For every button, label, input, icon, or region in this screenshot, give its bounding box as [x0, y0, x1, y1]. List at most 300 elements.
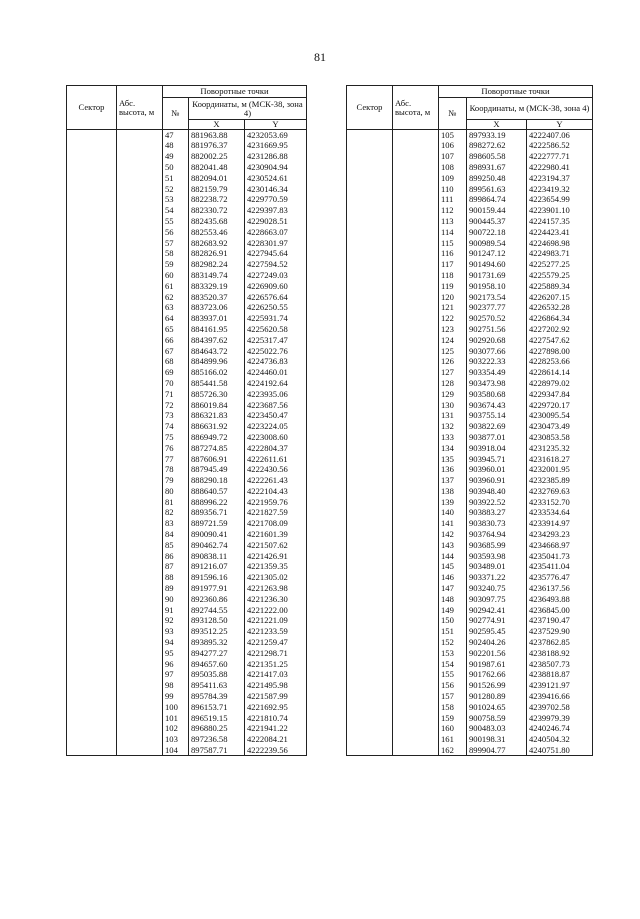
x-coordinate-cell: 887606.91: [189, 453, 245, 464]
x-coordinate-cell: 882330.72: [189, 205, 245, 216]
y-coordinate-cell: 4232001.95: [527, 464, 593, 475]
point-number-cell: 109: [439, 173, 467, 184]
y-coordinate-cell: 4227202.92: [527, 324, 593, 335]
point-number-cell: 60: [163, 270, 189, 281]
x-coordinate-cell: 902377.77: [467, 302, 527, 313]
y-coordinate-cell: 4231618.27: [527, 453, 593, 464]
y-coordinate-cell: 4224192.64: [245, 378, 307, 389]
point-number-cell: 147: [439, 583, 467, 594]
x-coordinate-cell: 902920.68: [467, 335, 527, 346]
x-coordinate-cell: 902751.56: [467, 324, 527, 335]
point-number-cell: 112: [439, 205, 467, 216]
point-number-cell: 129: [439, 389, 467, 400]
x-coordinate-cell: 903918.04: [467, 443, 527, 454]
y-coordinate-cell: 4229770.59: [245, 194, 307, 205]
point-number-cell: 118: [439, 270, 467, 281]
point-number-cell: 87: [163, 561, 189, 572]
y-coordinate-cell: 4238818.87: [527, 669, 593, 680]
x-coordinate-cell: 902201.56: [467, 648, 527, 659]
y-coordinate-cell: 4222239.56: [245, 745, 307, 756]
y-coordinate-cell: 4224736.83: [245, 356, 307, 367]
point-number-cell: 105: [439, 130, 467, 141]
x-coordinate-cell: 903830.73: [467, 518, 527, 529]
coordinates-table-right: [346, 85, 593, 756]
point-number-cell: 78: [163, 464, 189, 475]
x-coordinate-cell: 902774.91: [467, 615, 527, 626]
point-number-cell: 140: [439, 507, 467, 518]
point-number-cell: 146: [439, 572, 467, 583]
x-coordinate-cell: 901024.65: [467, 702, 527, 713]
x-coordinate-cell: 882041.48: [189, 162, 245, 173]
x-coordinate-cell: 886019.84: [189, 399, 245, 410]
point-number-cell: 161: [439, 734, 467, 745]
point-number-cell: 153: [439, 648, 467, 659]
point-number-cell: 132: [439, 421, 467, 432]
y-coordinate-cell: 4228979.02: [527, 378, 593, 389]
y-coordinate-cell: 4221417.03: [245, 669, 307, 680]
x-coordinate-cell: 888640.57: [189, 486, 245, 497]
point-number-cell: 101: [163, 713, 189, 724]
point-number-cell: 144: [439, 551, 467, 562]
y-coordinate-cell: 4225022.76: [245, 345, 307, 356]
x-coordinate-cell: 896153.71: [189, 702, 245, 713]
y-coordinate-cell: 4233914.97: [527, 518, 593, 529]
x-coordinate-cell: 900159.44: [467, 205, 527, 216]
point-number-cell: 149: [439, 605, 467, 616]
x-coordinate-cell: 882683.92: [189, 237, 245, 248]
point-number-cell: 116: [439, 248, 467, 259]
point-number-cell: 91: [163, 605, 189, 616]
point-number-cell: 130: [439, 399, 467, 410]
y-coordinate-cell: 4224460.01: [245, 367, 307, 378]
point-number-cell: 123: [439, 324, 467, 335]
point-number-cell: 79: [163, 475, 189, 486]
point-number-cell: 125: [439, 345, 467, 356]
point-number-cell: 69: [163, 367, 189, 378]
point-number-cell: 157: [439, 691, 467, 702]
point-number-cell: 136: [439, 464, 467, 475]
point-number-cell: 111: [439, 194, 467, 205]
x-coordinate-cell: 890090.41: [189, 529, 245, 540]
point-number-cell: 108: [439, 162, 467, 173]
x-coordinate-cell: 900722.18: [467, 227, 527, 238]
table-row: [347, 130, 593, 141]
point-number-cell: 81: [163, 497, 189, 508]
y-coordinate-cell: 4226576.64: [245, 291, 307, 302]
x-coordinate-cell: 893512.25: [189, 626, 245, 637]
point-number-cell: 121: [439, 302, 467, 313]
y-coordinate-cell: 4230146.34: [245, 183, 307, 194]
y-coordinate-cell: 4230904.94: [245, 162, 307, 173]
header-y: Y: [527, 120, 593, 130]
y-coordinate-cell: 4225889.34: [527, 281, 593, 292]
point-number-cell: 104: [163, 745, 189, 756]
y-coordinate-cell: 4230473.49: [527, 421, 593, 432]
y-coordinate-cell: 4221351.25: [245, 659, 307, 670]
x-coordinate-cell: 896519.15: [189, 713, 245, 724]
x-coordinate-cell: 898272.62: [467, 140, 527, 151]
x-coordinate-cell: 900758.59: [467, 713, 527, 724]
point-number-cell: 62: [163, 291, 189, 302]
x-coordinate-cell: 899250.48: [467, 173, 527, 184]
point-number-cell: 107: [439, 151, 467, 162]
header-number: №: [439, 98, 467, 130]
point-number-cell: 48: [163, 140, 189, 151]
point-number-cell: 131: [439, 410, 467, 421]
y-coordinate-cell: 4221259.47: [245, 637, 307, 648]
point-number-cell: 122: [439, 313, 467, 324]
x-coordinate-cell: 897587.71: [189, 745, 245, 756]
point-number-cell: 66: [163, 335, 189, 346]
y-coordinate-cell: 4229720.17: [527, 399, 593, 410]
coordinates-table-left: [66, 85, 307, 756]
y-coordinate-cell: 4223450.47: [245, 410, 307, 421]
x-coordinate-cell: 901987.61: [467, 659, 527, 670]
point-number-cell: 160: [439, 723, 467, 734]
y-coordinate-cell: 4227249.03: [245, 270, 307, 281]
header-altitude: Абс. высота, м: [117, 86, 163, 130]
y-coordinate-cell: 4226909.60: [245, 281, 307, 292]
x-coordinate-cell: 887274.85: [189, 443, 245, 454]
x-coordinate-cell: 900989.54: [467, 237, 527, 248]
point-number-cell: 106: [439, 140, 467, 151]
x-coordinate-cell: 895035.88: [189, 669, 245, 680]
x-coordinate-cell: 903945.71: [467, 453, 527, 464]
point-number-cell: 100: [163, 702, 189, 713]
y-coordinate-cell: 4240751.80: [527, 745, 593, 756]
point-number-cell: 158: [439, 702, 467, 713]
y-coordinate-cell: 4229347.84: [527, 389, 593, 400]
y-coordinate-cell: 4237862.85: [527, 637, 593, 648]
point-number-cell: 137: [439, 475, 467, 486]
y-coordinate-cell: 4228253.66: [527, 356, 593, 367]
x-coordinate-cell: 890462.74: [189, 540, 245, 551]
y-coordinate-cell: 4222430.56: [245, 464, 307, 475]
point-number-cell: 86: [163, 551, 189, 562]
y-coordinate-cell: 4221222.00: [245, 605, 307, 616]
point-number-cell: 82: [163, 507, 189, 518]
y-coordinate-cell: 4223935.06: [245, 389, 307, 400]
x-coordinate-cell: 884397.62: [189, 335, 245, 346]
y-coordinate-cell: 4223687.56: [245, 399, 307, 410]
x-coordinate-cell: 898931.67: [467, 162, 527, 173]
y-coordinate-cell: 4226207.15: [527, 291, 593, 302]
y-coordinate-cell: 4221810.74: [245, 713, 307, 724]
y-coordinate-cell: 4221359.35: [245, 561, 307, 572]
x-coordinate-cell: 901526.99: [467, 680, 527, 691]
y-coordinate-cell: 4221298.71: [245, 648, 307, 659]
point-number-cell: 95: [163, 648, 189, 659]
point-number-cell: 159: [439, 713, 467, 724]
point-number-cell: 97: [163, 669, 189, 680]
x-coordinate-cell: 903097.75: [467, 594, 527, 605]
x-coordinate-cell: 891216.07: [189, 561, 245, 572]
y-coordinate-cell: 4221959.76: [245, 497, 307, 508]
x-coordinate-cell: 892744.55: [189, 605, 245, 616]
point-number-cell: 134: [439, 443, 467, 454]
y-coordinate-cell: 4224698.98: [527, 237, 593, 248]
y-coordinate-cell: 4221708.09: [245, 518, 307, 529]
y-coordinate-cell: 4223224.05: [245, 421, 307, 432]
header-y: Y: [245, 120, 307, 130]
y-coordinate-cell: 4221941.22: [245, 723, 307, 734]
x-coordinate-cell: 903473.98: [467, 378, 527, 389]
y-coordinate-cell: 4229397.83: [245, 205, 307, 216]
x-coordinate-cell: 901762.66: [467, 669, 527, 680]
x-coordinate-cell: 903960.01: [467, 464, 527, 475]
y-coordinate-cell: 4230853.58: [527, 432, 593, 443]
x-coordinate-cell: 903674.43: [467, 399, 527, 410]
x-coordinate-cell: 903922.52: [467, 497, 527, 508]
x-coordinate-cell: 891596.16: [189, 572, 245, 583]
y-coordinate-cell: 4231235.32: [527, 443, 593, 454]
header-number: №: [163, 98, 189, 130]
y-coordinate-cell: 4237190.47: [527, 615, 593, 626]
y-coordinate-cell: 4223419.32: [527, 183, 593, 194]
header-coords-title: Координаты, м (МСК-38, зона 4): [467, 98, 593, 120]
y-coordinate-cell: 4235411.04: [527, 561, 593, 572]
x-coordinate-cell: 893128.50: [189, 615, 245, 626]
y-coordinate-cell: 4223654.99: [527, 194, 593, 205]
point-number-cell: 55: [163, 216, 189, 227]
x-coordinate-cell: 884899.96: [189, 356, 245, 367]
y-coordinate-cell: 4233152.70: [527, 497, 593, 508]
x-coordinate-cell: 882553.46: [189, 227, 245, 238]
point-number-cell: 126: [439, 356, 467, 367]
x-coordinate-cell: 892360.86: [189, 594, 245, 605]
y-coordinate-cell: 4225579.25: [527, 270, 593, 281]
x-coordinate-cell: 882826.91: [189, 248, 245, 259]
point-number-cell: 92: [163, 615, 189, 626]
point-number-cell: 56: [163, 227, 189, 238]
y-coordinate-cell: 4234668.97: [527, 540, 593, 551]
header-sector: Сектор: [67, 86, 117, 130]
y-coordinate-cell: 4226532.28: [527, 302, 593, 313]
header-altitude: Абс. высота, м: [393, 86, 439, 130]
x-coordinate-cell: 903948.40: [467, 486, 527, 497]
x-coordinate-cell: 903371.22: [467, 572, 527, 583]
y-coordinate-cell: 4231286.88: [245, 151, 307, 162]
x-coordinate-cell: 882982.24: [189, 259, 245, 270]
x-coordinate-cell: 895784.39: [189, 691, 245, 702]
point-number-cell: 135: [439, 453, 467, 464]
header-x: X: [467, 120, 527, 130]
point-number-cell: 53: [163, 194, 189, 205]
x-coordinate-cell: 903764.94: [467, 529, 527, 540]
point-number-cell: 139: [439, 497, 467, 508]
y-coordinate-cell: 4231669.95: [245, 140, 307, 151]
y-coordinate-cell: 4228663.07: [245, 227, 307, 238]
point-number-cell: 83: [163, 518, 189, 529]
sector-cell: [347, 130, 393, 756]
point-number-cell: 90: [163, 594, 189, 605]
point-number-cell: 151: [439, 626, 467, 637]
x-coordinate-cell: 901731.69: [467, 270, 527, 281]
point-number-cell: 47: [163, 130, 189, 141]
y-coordinate-cell: 4226864.34: [527, 313, 593, 324]
y-coordinate-cell: 4238507.73: [527, 659, 593, 670]
y-coordinate-cell: 4236845.00: [527, 605, 593, 616]
x-coordinate-cell: 885726.30: [189, 389, 245, 400]
x-coordinate-cell: 897933.19: [467, 130, 527, 141]
sector-cell: [67, 130, 117, 756]
y-coordinate-cell: 4223194.37: [527, 173, 593, 184]
x-coordinate-cell: 903822.69: [467, 421, 527, 432]
point-number-cell: 156: [439, 680, 467, 691]
x-coordinate-cell: 882094.01: [189, 173, 245, 184]
x-coordinate-cell: 883329.19: [189, 281, 245, 292]
point-number-cell: 75: [163, 432, 189, 443]
x-coordinate-cell: 901958.10: [467, 281, 527, 292]
y-coordinate-cell: 4228301.97: [245, 237, 307, 248]
altitude-cell: [393, 130, 439, 756]
x-coordinate-cell: 885441.58: [189, 378, 245, 389]
y-coordinate-cell: 4226250.55: [245, 302, 307, 313]
x-coordinate-cell: 894657.60: [189, 659, 245, 670]
point-number-cell: 80: [163, 486, 189, 497]
point-number-cell: 119: [439, 281, 467, 292]
x-coordinate-cell: 903240.75: [467, 583, 527, 594]
point-number-cell: 59: [163, 259, 189, 270]
x-coordinate-cell: 895411.63: [189, 680, 245, 691]
x-coordinate-cell: 886321.83: [189, 410, 245, 421]
x-coordinate-cell: 902595.45: [467, 626, 527, 637]
point-number-cell: 162: [439, 745, 467, 756]
x-coordinate-cell: 883149.74: [189, 270, 245, 281]
x-coordinate-cell: 900445.37: [467, 216, 527, 227]
point-number-cell: 99: [163, 691, 189, 702]
point-number-cell: 93: [163, 626, 189, 637]
point-number-cell: 154: [439, 659, 467, 670]
x-coordinate-cell: 898605.58: [467, 151, 527, 162]
header-turning-points: Поворотные точки: [163, 86, 307, 98]
point-number-cell: 74: [163, 421, 189, 432]
x-coordinate-cell: 903077.66: [467, 345, 527, 356]
header-sector: Сектор: [347, 86, 393, 130]
point-number-cell: 57: [163, 237, 189, 248]
point-number-cell: 49: [163, 151, 189, 162]
altitude-cell: [117, 130, 163, 756]
x-coordinate-cell: 901247.12: [467, 248, 527, 259]
y-coordinate-cell: 4221827.59: [245, 507, 307, 518]
y-coordinate-cell: 4224983.71: [527, 248, 593, 259]
header-turning-points: Поворотные точки: [439, 86, 593, 98]
point-number-cell: 102: [163, 723, 189, 734]
y-coordinate-cell: 4225317.47: [245, 335, 307, 346]
y-coordinate-cell: 4227547.62: [527, 335, 593, 346]
point-number-cell: 54: [163, 205, 189, 216]
x-coordinate-cell: 901494.60: [467, 259, 527, 270]
y-coordinate-cell: 4236137.56: [527, 583, 593, 594]
y-coordinate-cell: 4230095.54: [527, 410, 593, 421]
y-coordinate-cell: 4223901.10: [527, 205, 593, 216]
point-number-cell: 127: [439, 367, 467, 378]
point-number-cell: 114: [439, 227, 467, 238]
x-coordinate-cell: 883937.01: [189, 313, 245, 324]
y-coordinate-cell: 4235776.47: [527, 572, 593, 583]
y-coordinate-cell: 4221601.39: [245, 529, 307, 540]
x-coordinate-cell: 882435.68: [189, 216, 245, 227]
y-coordinate-cell: 4240246.74: [527, 723, 593, 734]
header-x: X: [189, 120, 245, 130]
point-number-cell: 115: [439, 237, 467, 248]
x-coordinate-cell: 894277.27: [189, 648, 245, 659]
y-coordinate-cell: 4222104.43: [245, 486, 307, 497]
point-number-cell: 70: [163, 378, 189, 389]
point-number-cell: 133: [439, 432, 467, 443]
point-number-cell: 65: [163, 324, 189, 335]
y-coordinate-cell: 4239702.58: [527, 702, 593, 713]
y-coordinate-cell: 4228614.14: [527, 367, 593, 378]
point-number-cell: 128: [439, 378, 467, 389]
point-number-cell: 117: [439, 259, 467, 270]
y-coordinate-cell: 4229028.51: [245, 216, 307, 227]
x-coordinate-cell: 883723.06: [189, 302, 245, 313]
y-coordinate-cell: 4232769.63: [527, 486, 593, 497]
point-number-cell: 148: [439, 594, 467, 605]
y-coordinate-cell: 4221236.30: [245, 594, 307, 605]
y-coordinate-cell: 4239121.97: [527, 680, 593, 691]
point-number-cell: 61: [163, 281, 189, 292]
x-coordinate-cell: 899561.63: [467, 183, 527, 194]
y-coordinate-cell: 4234293.23: [527, 529, 593, 540]
y-coordinate-cell: 4222261.43: [245, 475, 307, 486]
point-number-cell: 68: [163, 356, 189, 367]
y-coordinate-cell: 4240504.32: [527, 734, 593, 745]
y-coordinate-cell: 4232053.69: [245, 130, 307, 141]
y-coordinate-cell: 4224157.35: [527, 216, 593, 227]
x-coordinate-cell: 902404.26: [467, 637, 527, 648]
y-coordinate-cell: 4227898.00: [527, 345, 593, 356]
x-coordinate-cell: 900483.03: [467, 723, 527, 734]
y-coordinate-cell: 4238188.92: [527, 648, 593, 659]
x-coordinate-cell: 889721.59: [189, 518, 245, 529]
y-coordinate-cell: 4222611.61: [245, 453, 307, 464]
point-number-cell: 58: [163, 248, 189, 259]
point-number-cell: 73: [163, 410, 189, 421]
y-coordinate-cell: 4222407.06: [527, 130, 593, 141]
y-coordinate-cell: 4227945.64: [245, 248, 307, 259]
point-number-cell: 89: [163, 583, 189, 594]
y-coordinate-cell: 4239979.39: [527, 713, 593, 724]
x-coordinate-cell: 902570.52: [467, 313, 527, 324]
y-coordinate-cell: 4221495.98: [245, 680, 307, 691]
point-number-cell: 77: [163, 453, 189, 464]
y-coordinate-cell: 4222084.21: [245, 734, 307, 745]
y-coordinate-cell: 4225931.74: [245, 313, 307, 324]
x-coordinate-cell: 893895.32: [189, 637, 245, 648]
point-number-cell: 96: [163, 659, 189, 670]
point-number-cell: 67: [163, 345, 189, 356]
x-coordinate-cell: 884643.72: [189, 345, 245, 356]
y-coordinate-cell: 4222804.37: [245, 443, 307, 454]
y-coordinate-cell: 4222777.71: [527, 151, 593, 162]
point-number-cell: 64: [163, 313, 189, 324]
y-coordinate-cell: 4221221.09: [245, 615, 307, 626]
x-coordinate-cell: 883520.37: [189, 291, 245, 302]
page-number: 81: [314, 50, 326, 64]
point-number-cell: 94: [163, 637, 189, 648]
x-coordinate-cell: 903593.98: [467, 551, 527, 562]
y-coordinate-cell: 4237529.90: [527, 626, 593, 637]
x-coordinate-cell: 887945.49: [189, 464, 245, 475]
point-number-cell: 120: [439, 291, 467, 302]
x-coordinate-cell: 899864.74: [467, 194, 527, 205]
y-coordinate-cell: 4224423.41: [527, 227, 593, 238]
x-coordinate-cell: 890838.11: [189, 551, 245, 562]
y-coordinate-cell: 4222980.41: [527, 162, 593, 173]
y-coordinate-cell: 4223008.60: [245, 432, 307, 443]
